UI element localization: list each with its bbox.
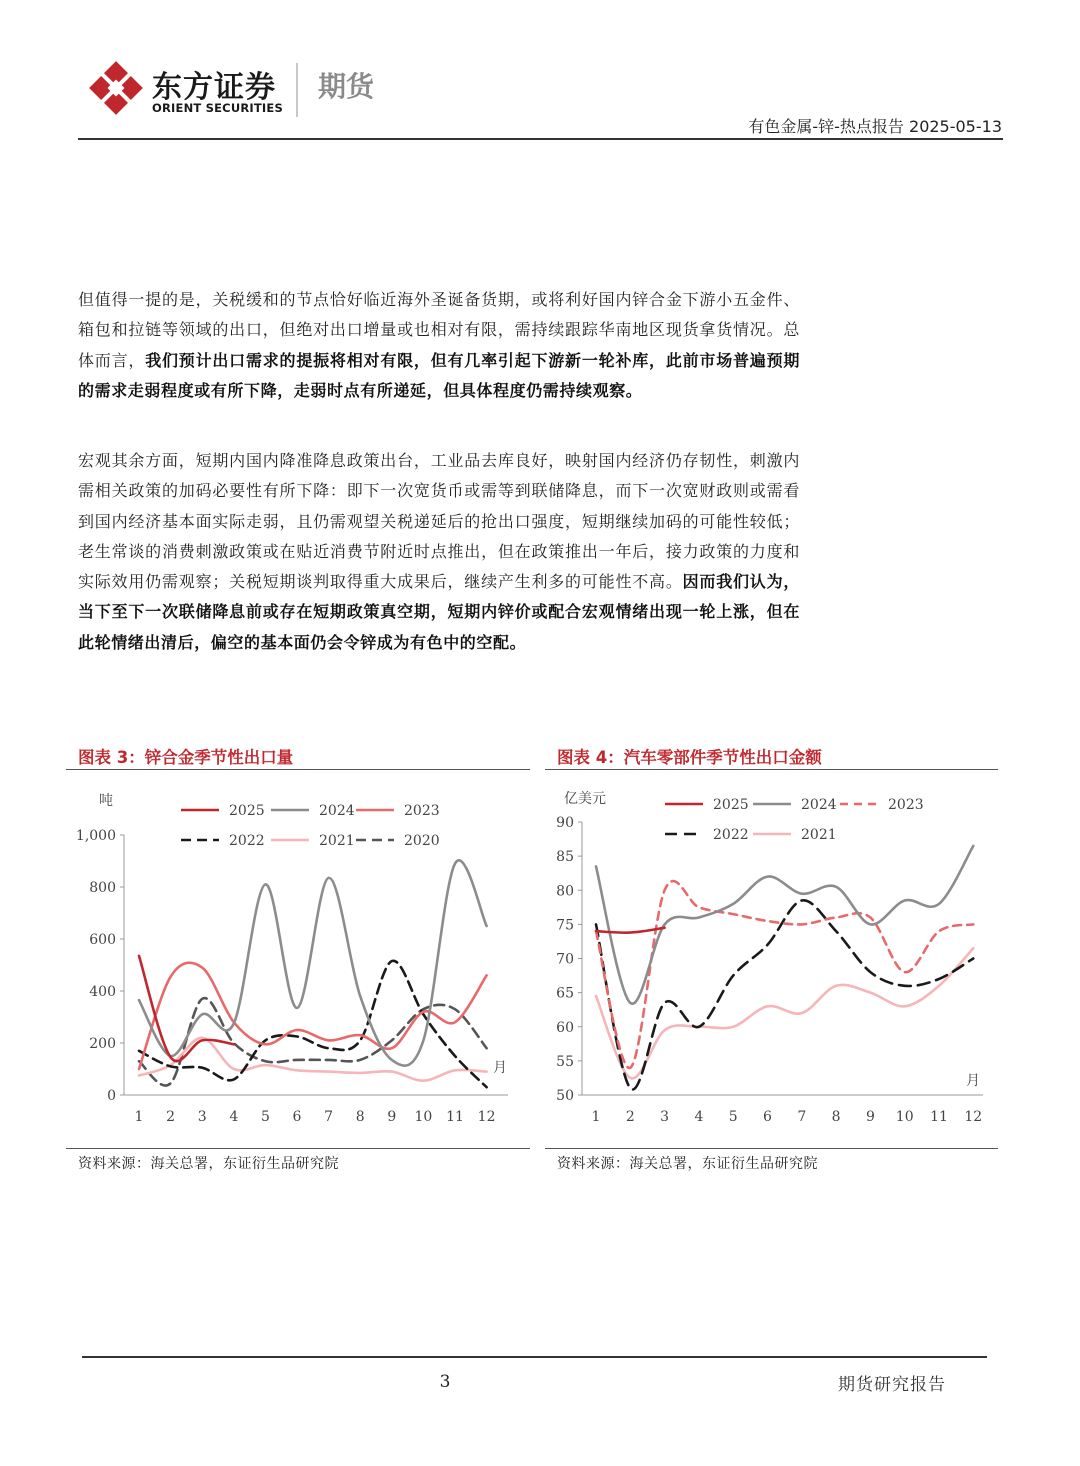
y-tick-label: 75	[556, 917, 574, 934]
paragraph-2-emphasis: 因而我们认为，当下至下一次联储降息前或存在短期政策真空期，短期内锌价或配合宏观情绪出现一轮上涨，但在此轮情绪出清后，偏空的基本面仍会令锌成为有色中的空配。	[78, 572, 800, 652]
paragraph-1	[78, 285, 800, 406]
x-tick-label: 8	[831, 1109, 841, 1125]
y-tick-label: 50	[556, 1088, 574, 1104]
report-title: 有色金属-锌-热点报告 2025-05-13	[748, 117, 1002, 136]
legend-label-2021: 2021	[319, 833, 355, 849]
x-tick-label: 1	[134, 1109, 144, 1125]
y-tick-label: 80	[556, 883, 574, 900]
y-axis-label: 吨	[99, 793, 113, 809]
x-tick-label: 6	[292, 1109, 302, 1125]
figure-4-source: 资料来源：海关总署，东证衍生品研究院	[557, 1156, 818, 1172]
brand-subtitle: 期货	[318, 70, 375, 103]
x-tick-label: 9	[387, 1109, 397, 1125]
x-tick-label: 5	[260, 1109, 270, 1125]
x-tick-label: 7	[324, 1109, 334, 1125]
y-tick-label: 60	[556, 1019, 574, 1036]
footer-divider	[82, 1356, 987, 1358]
footer-label: 期货研究报告	[838, 1375, 946, 1395]
series-line-2023	[596, 881, 973, 1068]
x-tick-label: 11	[930, 1109, 948, 1125]
x-tick-label: 10	[895, 1109, 914, 1125]
y-tick-label: 70	[556, 951, 574, 968]
figure-3-source: 资料来源：海关总署，东证衍生品研究院	[78, 1156, 339, 1172]
legend-label-2022: 2022	[229, 833, 265, 849]
legend-label-2023: 2023	[404, 803, 440, 819]
x-tick-label: 3	[197, 1109, 207, 1125]
legend-label-2022: 2022	[713, 827, 749, 843]
y-tick-label: 90	[556, 815, 574, 831]
figure-4-title: 图表 4：汽车零部件季节性出口金额	[557, 748, 822, 767]
legend-label-2024: 2024	[801, 797, 837, 813]
figure-3-bottom-rule	[66, 1148, 530, 1149]
x-axis-label: 月	[493, 1060, 507, 1076]
x-tick-label: 12	[964, 1109, 983, 1125]
x-tick-label: 2	[166, 1109, 176, 1125]
chart-auto-parts-exports	[545, 770, 998, 1148]
x-tick-label: 9	[865, 1109, 875, 1125]
x-tick-label: 10	[414, 1109, 433, 1125]
legend-label-2020: 2020	[404, 833, 440, 849]
y-tick-label: 600	[89, 932, 116, 948]
paragraph-1-emphasis: 我们预计出口需求的提振将相对有限，但有几率引起下游新一轮补库，此前市场普遍预期的需求走弱程度或有所下降，走弱时点有所递延，但具体程度仍需持续观察。	[78, 350, 800, 400]
x-tick-label: 11	[446, 1109, 464, 1125]
figure-4-bottom-rule	[545, 1148, 998, 1149]
brand-name-cn: 东方证券	[152, 70, 276, 105]
x-tick-label: 7	[797, 1109, 807, 1125]
legend-label-2021: 2021	[801, 827, 837, 843]
chart-zinc-alloy-exports	[66, 770, 530, 1148]
page-number: 3	[439, 1372, 451, 1392]
header-divider	[78, 138, 1003, 140]
y-axis-label: 亿美元	[564, 791, 606, 807]
legend-label-2024: 2024	[319, 803, 355, 819]
y-tick-label: 400	[89, 984, 116, 1000]
x-tick-label: 3	[660, 1109, 670, 1125]
legend-label-2025: 2025	[713, 797, 749, 813]
y-tick-label: 65	[556, 985, 574, 1002]
x-tick-label: 12	[477, 1109, 496, 1125]
x-tick-label: 4	[229, 1109, 239, 1125]
x-tick-label: 6	[763, 1109, 772, 1125]
x-axis-label: 月	[966, 1073, 980, 1089]
x-tick-label: 4	[694, 1109, 704, 1125]
x-tick-label: 5	[728, 1109, 738, 1125]
x-tick-label: 1	[591, 1109, 601, 1125]
y-tick-label: 55	[556, 1053, 574, 1070]
x-tick-label: 2	[625, 1109, 635, 1125]
legend-label-2023: 2023	[888, 797, 924, 813]
legend-label-2025: 2025	[229, 803, 265, 819]
orient-securities-logo-icon	[88, 60, 144, 116]
paragraph-1-text: 但值得一提的是，关税缓和的节点恰好临近海外圣诞备货期，或将利好国内锌合金下游小五金件、箱包和拉链等领域的出口，但绝对出口增量或也相对有限，需持续跟踪华南地区现货拿货情况。总体而言，	[78, 290, 800, 370]
y-tick-label: 0	[107, 1088, 116, 1104]
brand-name-en: ORIENT SECURITIES	[152, 101, 283, 115]
x-tick-label: 8	[355, 1109, 365, 1125]
y-tick-label: 85	[556, 849, 574, 866]
y-tick-label: 1,000	[75, 828, 116, 844]
y-tick-label: 200	[89, 1036, 116, 1052]
series-line-2025	[139, 956, 234, 1061]
figure-3-title: 图表 3：锌合金季节性出口量	[78, 748, 294, 767]
paragraph-2	[78, 446, 800, 658]
series-line-2021	[596, 948, 973, 1078]
y-tick-label: 800	[89, 880, 116, 896]
brand-divider	[296, 63, 298, 117]
paragraph-2-text: 宏观其余方面，短期内国内降准降息政策出台，工业品去库良好，映射国内经济仍存韧性，刺激内需相关政策的加码必要性有所下降：即下一次宽货币或需等到联储降息，而下一次宽财政则或需看到国内经济基本面实际走弱，且仍需观望关税递延后的抢出口强度，短期继续加码的可能性较低；老生常谈的消费刺激政策或在贴近消费节附近时点推出，但在政策推出一年后，接力政策的力度和实际效用仍需观察；关税短期谈判取得重大成果后，继续产生利多的可能性不高。	[78, 451, 800, 592]
